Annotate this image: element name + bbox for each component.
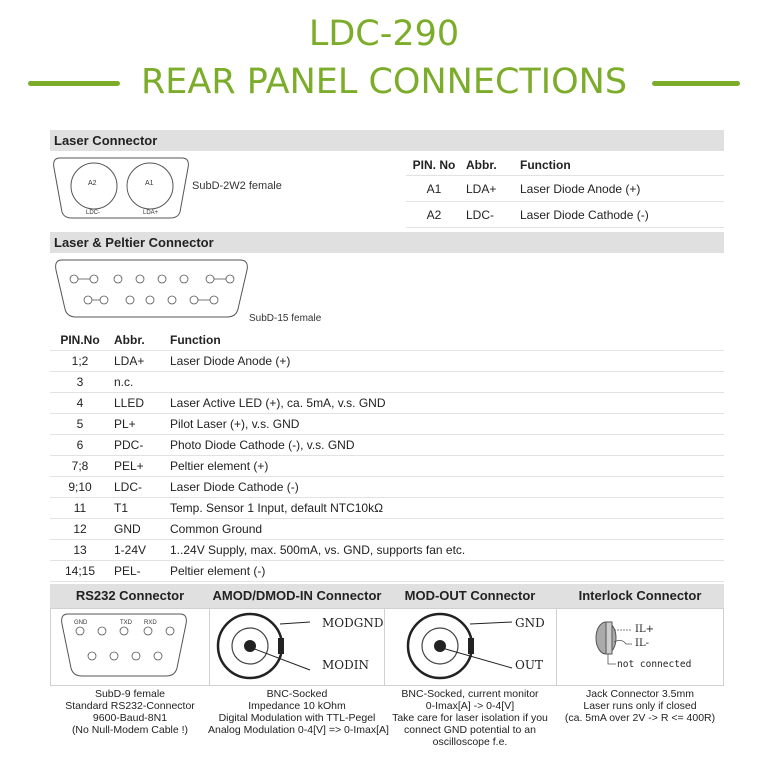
- cell-pin: 11: [50, 498, 110, 519]
- cell-function: Temp. Sensor 1 Input, default NTC10kΩ: [166, 498, 724, 519]
- desc-line: Standard RS232-Connector: [65, 700, 195, 712]
- table-row: [50, 372, 724, 393]
- table-row: [406, 202, 724, 228]
- cell-function: Peltier element (-): [166, 561, 724, 582]
- rs232-description: [50, 688, 210, 736]
- modout-out-label: OUT: [515, 658, 543, 672]
- subd-15-diagram: [52, 257, 252, 323]
- cell-abbr: PL+: [110, 414, 166, 435]
- col-abbr: Abbr.: [462, 155, 516, 176]
- amod-modgnd-label: MODGND: [322, 616, 384, 630]
- table-row: [50, 393, 724, 414]
- desc-line: BNC-Socked: [266, 688, 328, 700]
- table-row: [50, 498, 724, 519]
- subd-15-label: SubD-15 female: [249, 313, 322, 324]
- col-pin: PIN.No: [50, 330, 110, 351]
- table-row: [50, 351, 724, 372]
- modout-gnd-label: GND: [515, 616, 545, 630]
- modout-description: [384, 688, 556, 748]
- cell-abbr: T1: [110, 498, 166, 519]
- cell-function: Peltier element (+): [166, 456, 724, 477]
- desc-line: 0-Imax[A] -> 0-4[V]: [425, 700, 515, 712]
- cell-abbr: LDA+: [462, 176, 516, 202]
- table-row: [406, 176, 724, 202]
- cell-function: Laser Active LED (+), ca. 5mA, v.s. GND: [166, 393, 724, 414]
- pin-ldc-label: LDC-: [86, 210, 101, 216]
- cell-abbr: PEL+: [110, 456, 166, 477]
- desc-line: Impedance 10 kOhm: [248, 700, 346, 712]
- cell-pin: 13: [50, 540, 110, 561]
- desc-line: SubD-9 female: [94, 688, 166, 700]
- desc-line: oscilloscope f.e.: [432, 736, 508, 748]
- laser-connector-heading: Laser Connector: [50, 130, 724, 151]
- cell-abbr: LDC-: [462, 202, 516, 228]
- cell-function: Common Ground: [166, 519, 724, 540]
- desc-line: connect GND potential to an: [404, 724, 536, 736]
- rs232-pin-gnd: GND: [74, 620, 88, 626]
- pin-lda-label: LDA+: [143, 210, 159, 216]
- rs232-pin-rxd: RXD: [144, 620, 157, 626]
- desc-line: (ca. 5mA over 2V -> R <= 400R): [564, 712, 716, 724]
- peltier-pin-table: [50, 330, 724, 582]
- cell-pin: 3: [50, 372, 110, 393]
- cell-function: Pilot Laser (+), v.s. GND: [166, 414, 724, 435]
- interlock-nc-label: not connected: [617, 659, 692, 670]
- rs232-pin-txd: TXD: [120, 620, 132, 626]
- cell-function: 1..24V Supply, max. 500mA, vs. GND, supports fan etc.: [166, 540, 724, 561]
- cell-function: Laser Diode Anode (+): [516, 176, 724, 202]
- cell-pin: 14;15: [50, 561, 110, 582]
- laser-pin-table: [406, 155, 724, 228]
- cell-pin: 6: [50, 435, 110, 456]
- cell-function: Laser Diode Cathode (-): [516, 202, 724, 228]
- cell-function: Laser Diode Anode (+): [166, 351, 724, 372]
- cell-pin: A1: [406, 176, 462, 202]
- cell-pin: 5: [50, 414, 110, 435]
- cell-abbr: LDC-: [110, 477, 166, 498]
- cell-abbr: LLED: [110, 393, 166, 414]
- amod-bnc-diagram: [212, 610, 312, 686]
- desc-line: (No Null-Modem Cable !): [71, 724, 189, 736]
- page-title: LDC-290: [308, 14, 460, 54]
- rs232-heading: RS232 Connector: [50, 584, 210, 608]
- cell-abbr: PEL-: [110, 561, 166, 582]
- amod-description: [208, 688, 389, 736]
- desc-line: Digital Modulation with TTL-Pegel: [218, 712, 376, 724]
- table-row: [50, 477, 724, 498]
- table-row: [50, 540, 724, 561]
- col-function: Function: [516, 155, 724, 176]
- cell-pin: 1;2: [50, 351, 110, 372]
- table-row: [50, 435, 724, 456]
- pin-a2-label: A2: [88, 180, 97, 187]
- title-bar-right: [652, 81, 740, 86]
- cell-function: Laser Diode Cathode (-): [166, 477, 724, 498]
- cell-pin: 12: [50, 519, 110, 540]
- table-header-row: [50, 330, 724, 351]
- cell-abbr: LDA+: [110, 351, 166, 372]
- col-abbr: Abbr.: [110, 330, 166, 351]
- modout-heading: MOD-OUT Connector: [384, 584, 556, 608]
- table-row: [50, 561, 724, 582]
- desc-line: Jack Connector 3.5mm: [586, 688, 694, 700]
- col-function: Function: [166, 330, 724, 351]
- cell-function: Photo Diode Cathode (-), v.s. GND: [166, 435, 724, 456]
- desc-line: Laser runs only if closed: [583, 700, 697, 712]
- table-header-row: [406, 155, 724, 176]
- cell-abbr: GND: [110, 519, 166, 540]
- modout-bnc-diagram: [402, 610, 514, 686]
- cell-pin: A2: [406, 202, 462, 228]
- peltier-connector-heading: Laser & Peltier Connector: [50, 232, 724, 253]
- cell-abbr: n.c.: [110, 372, 166, 393]
- cell-pin: 9;10: [50, 477, 110, 498]
- subd-2w2-diagram: [52, 154, 192, 222]
- desc-line: 9600-Baud-8N1: [92, 712, 168, 724]
- amod-modin-label: MODIN: [322, 658, 369, 672]
- interlock-il-plus: IL+: [635, 624, 654, 635]
- subd-2w2-label: SubD-2W2 female: [192, 180, 282, 192]
- interlock-heading: Interlock Connector: [556, 584, 724, 608]
- desc-line: BNC-Socked, current monitor: [401, 688, 539, 700]
- pin-a1-label: A1: [145, 180, 154, 187]
- cell-pin: 7;8: [50, 456, 110, 477]
- interlock-description: [556, 688, 724, 724]
- amod-heading: AMOD/DMOD-IN Connector: [210, 584, 384, 608]
- cell-function: [166, 372, 724, 393]
- interlock-il-minus: IL-: [635, 638, 649, 649]
- desc-line: Analog Modulation 0-4[V] => 0-Imax[A]: [208, 724, 389, 736]
- table-row: [50, 519, 724, 540]
- page-subtitle: REAR PANEL CONNECTIONS: [140, 62, 628, 102]
- col-pin: PIN. No: [406, 155, 462, 176]
- table-row: [50, 456, 724, 477]
- cell-abbr: 1-24V: [110, 540, 166, 561]
- desc-line: Take care for laser isolation if you: [392, 712, 548, 724]
- table-row: [50, 414, 724, 435]
- cell-abbr: PDC-: [110, 435, 166, 456]
- cell-pin: 4: [50, 393, 110, 414]
